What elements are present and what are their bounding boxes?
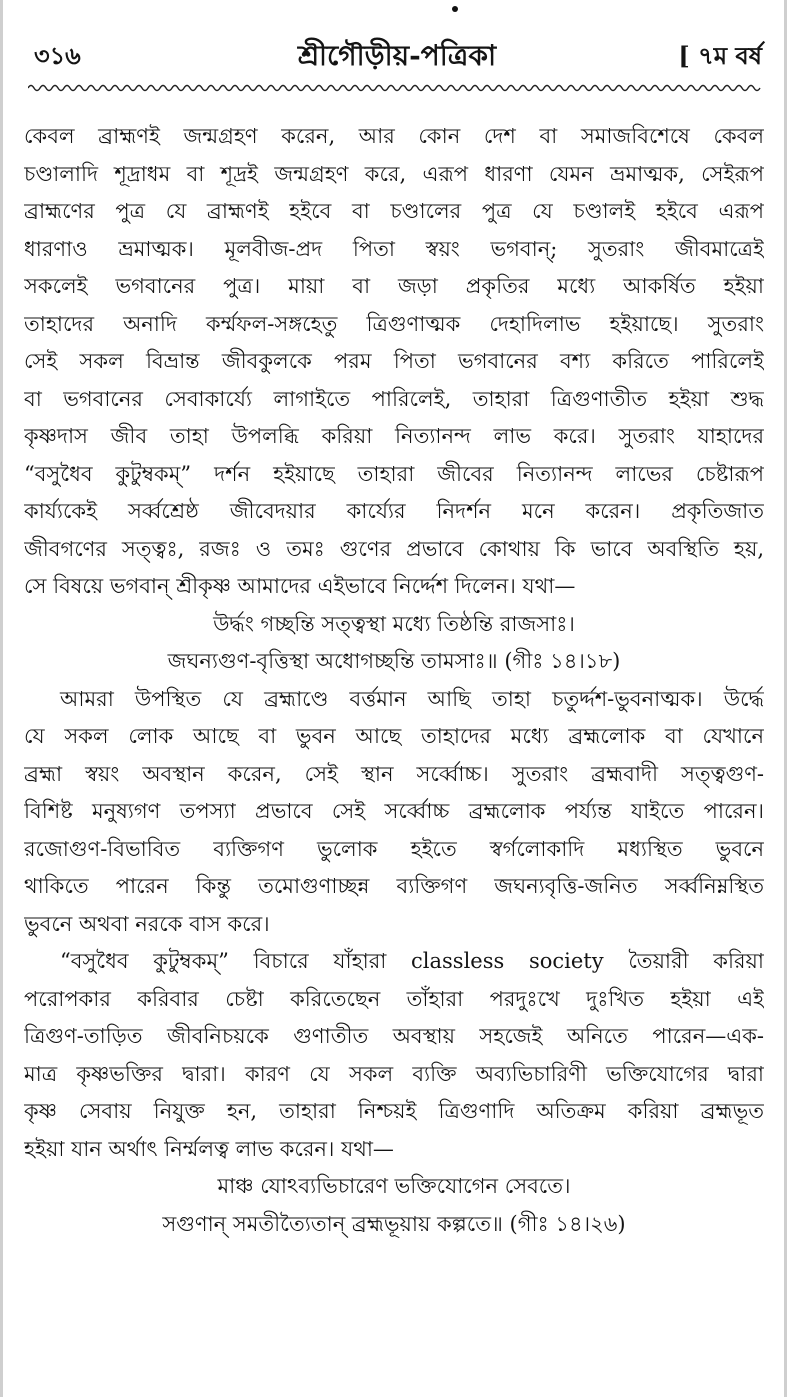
text-line-24: মাত্র কৃষ্ণভক্তির দ্বারা। কারণ যে সকল ব্যক্তি অব্যভিচারিণী ভক্তিযোগের দ্বারা (24, 1061, 764, 1086)
text-line-10: “বসুধৈব কুটুম্বকম্” দর্শন হইয়াছে তাহারা জীবের নিত্যানন্দ লাভের চেষ্টারূপ (24, 461, 764, 486)
printer-dot-mark (452, 6, 458, 12)
verse-line-4: সগুণান্ সমতীত্যৈতান্ ব্রহ্মভূয়ায় কল্পতে॥ (গীঃ ১৪।২৬) (162, 1211, 626, 1236)
text-line-12: জীবগণের সত্ত্বঃ, রজঃ ও তমঃ গুণের প্রভাবে কোথায় কি ভাবে অবস্থিতি হয়, (24, 536, 764, 561)
text-line-5: সকলেই ভগবানের পুত্র। মায়া বা জড়া প্রকৃতির মধ্যে আকর্ষিত হইয়া (24, 274, 764, 298)
text-line-11: কার্য্যকেই সর্ব্বশ্রেষ্ঠ জীবেদয়ার কার্য্যের নিদর্শন মনে করেন। প্রকৃতিজাত (24, 499, 764, 523)
text-line-25: কৃষ্ণ সেবায় নিযুক্ত হন, তাহারা নিশ্চয়ই ত্রিগুণাদি অতিক্রম করিয়া ব্রহ্মভূত (24, 1099, 764, 1123)
scan-left-edge (0, 0, 3, 1397)
text-line-19: থাকিতে পারেন কিন্তু তমোগুণাচ্ছন্ন ব্যক্তিগণ জঘন্যবৃত্তি-জনিত সর্ব্বনিম্নস্থিত (24, 874, 764, 898)
running-header (28, 30, 766, 76)
text-line-23: ত্রিগুণ-তাড়িত জীবনিচয়কে গুণাতীত অবস্থায় সহজেই অনিতে পারেন—এক- (24, 1024, 764, 1048)
text-line-15: যে সকল লোক আছে বা ভুবন আছে তাহাদের মধ্যে ব্রহ্মলোক বা যেখানে (24, 724, 764, 748)
text-line-2: চণ্ডালাদি শূদ্রাধম বা শূদ্রই জন্মগ্রহণ করে, এরূপ ধারণা যেমন ভ্রমাত্মক, সেইরূপ (24, 161, 764, 186)
text-line-13: সে বিষয়ে ভগবান্ শ্রীকৃষ্ণ আমাদের এইভাবে নির্দ্দেশ দিলেন। যথা— (24, 574, 576, 598)
verse-line-2: জঘন্যগুণ-বৃত্তিস্থা অধোগচ্ছন্তি তামসাঃ॥ (গীঃ ১৪।১৮) (167, 649, 621, 673)
text-line-9: কৃষ্ণদাস জীব তাহা উপলব্ধি করিয়া নিত্যানন্দ লাভ করে। সুতরাং যাহাদের (24, 424, 764, 448)
text-line-17: বিশিষ্ট মনুষ্যগণ তপস্যা প্রভাবে সেই সর্ব্বোচ্চ ব্রহ্মলোক পর্য্যন্ত যাইতে পারেন। (24, 799, 764, 823)
text-line-22: পরোপকার করিবার চেষ্টা করিতেছেন তাঁহারা পরদুঃখে দুঃখিত হইয়া এই (24, 986, 764, 1011)
text-line-3: ব্রাহ্মণের পুত্র যে ব্রাহ্মণই হইবে বা চণ্ডালের পুত্র যে চণ্ডালই হইবে এরূপ (24, 199, 764, 223)
page-number: ৩১৬ (34, 41, 81, 70)
verse-line-3: মাঞ্চ যোঽব্যভিচারেণ ভক্তিযোগেন সেবতে। (217, 1174, 571, 1198)
text-line-21: “বসুধৈব কুটুম্বকম্” বিচারে যাঁহারা classless society তৈয়ারী করিয়া (60, 949, 764, 973)
header-wavy-rule (28, 82, 768, 94)
article-body (24, 118, 764, 1243)
text-line-16: ব্রহ্মা স্বয়ং অবস্থান করেন, সেই স্থান সর্ব্বোচ্চ। সুতরাং ব্রহ্মবাদী সত্ত্বগুণ- (24, 761, 764, 786)
text-line-14: আমরা উপস্থিত যে ব্রহ্মাণ্ডে বর্ত্তমান আছি তাহা চতুর্দ্দশ-ভুবনাত্মক। উর্দ্ধে (60, 686, 764, 711)
text-line-18: রজোগুণ-বিভাবিত ব্যক্তিগণ ভুলোক হইতে স্বর্গলোকাদি মধ্যস্থিত ভুবনে (24, 836, 764, 861)
text-line-20: ভুবনে অথবা নরকে বাস করে। (24, 911, 270, 936)
volume-label: [ ৭ম বর্ষ (678, 41, 762, 70)
text-line-7: সেই সকল বিভ্রান্ত জীবকুলকে পরম পিতা ভগবানের বশ্য করিতে পারিলেই (24, 349, 764, 373)
verse-line-1: উর্দ্ধং গচ্ছন্তি সত্ত্বস্থা মধ্যে তিষ্ঠন্তি রাজসাঃ। (213, 611, 575, 636)
text-line-1: কেবল ব্রাহ্মণই জন্মগ্রহণ করেন, আর কোন দেশ বা সমাজবিশেষে কেবল (24, 124, 764, 148)
text-line-26: হইয়া যান অর্থাৎ নির্ম্মলত্ব লাভ করেন। যথা— (24, 1136, 394, 1161)
journal-title: শ্রীগৌড়ীয়-পত্রিকা (297, 39, 497, 72)
text-line-4: ধারণাও ভ্রমাত্মক। মূলবীজ-প্রদ পিতা স্বয়ং ভগবান্; সুতরাং জীবমাত্রেই (24, 236, 764, 261)
text-line-6: তাহাদের অনাদি কর্ম্মফল-সঙ্গহেতু ত্রিগুণাত্মক দেহাদিলাভ হইয়াছে। সুতরাং (24, 311, 764, 336)
text-line-8: বা ভগবানের সেবাকার্য্যে লাগাইতে পারিলেই, তাহারা ত্রিগুণাতীত হইয়া শুদ্ধ (24, 386, 764, 411)
